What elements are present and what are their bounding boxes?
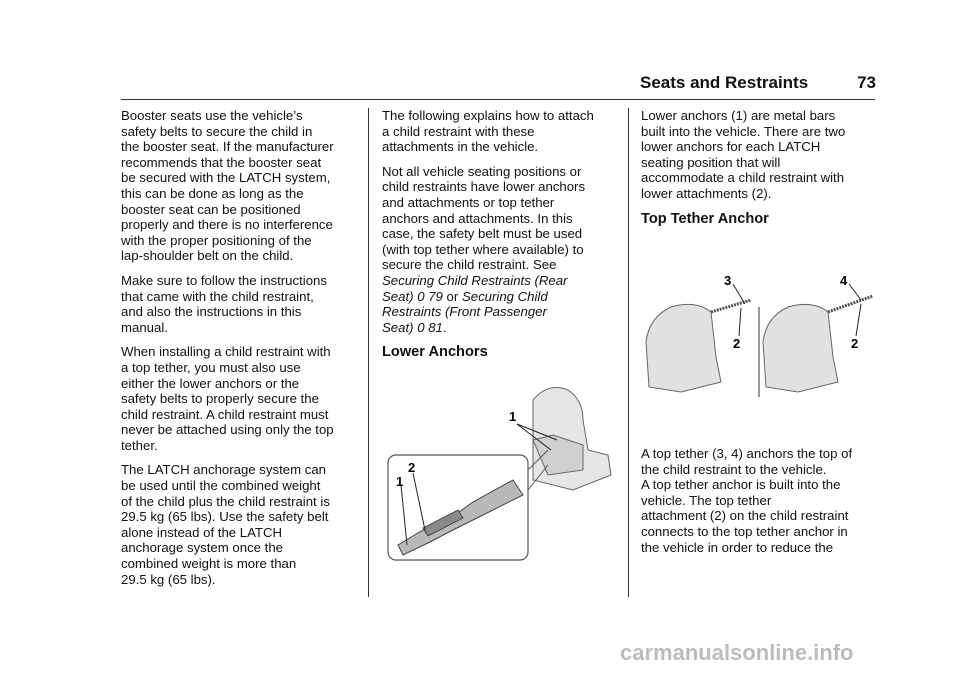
paragraph: The following explains how to attach a child restraint with these attachments in the vehicle.	[382, 108, 594, 155]
paragraph: The LATCH anchorage system can be used until the combined weight of the child plus the child restraint is 29.5 kg (65 lbs). Use the safety belt alone instead of the LATCH anchorage system once the combined weight is more than 29.5 kg (65 lbs).	[121, 462, 330, 587]
paragraph: Lower anchors (1) are metal bars built into the vehicle. There are two lower anchors for each LATCH seating position that will accommodate a child restraint with lower attachments (2).	[641, 108, 846, 201]
section-heading: Lower Anchors	[382, 344, 488, 361]
section-title: Seats and Restraints	[640, 73, 809, 92]
figure-label: 1	[396, 474, 404, 489]
figure-label: 2	[851, 336, 859, 351]
cross-reference-link[interactable]: Securing Child Restraints (Rear Seat)	[382, 272, 568, 304]
paragraph: When installing a child restraint with a top tether, you must also use either the lower anchors or the safety belts to properly secure the child restraint. A child restraint must never be attached using only the top tether.	[121, 344, 334, 453]
watermark: carmanualsonline.info	[620, 640, 854, 665]
figure-label: 2	[408, 460, 416, 475]
paragraph-text: Not all vehicle seating positions or child restraints have lower anchors and attachments or top tether anchors and attachments. In this case, the safety belt must be used (with top tether where available) to secure the child restraint. See	[382, 163, 586, 273]
paragraph: Booster seats use the vehicle’s safety belts to secure the child in the booster seat. If the manufacturer recommends that the booster seat be secured with the LATCH system, this can be done as long as the booster seat can be positioned properly and there is no interference with the proper positioning of the lap-shoulder belt on the child.	[121, 108, 334, 264]
paragraph: Make sure to follow the instructions that came with the child restraint, and also the instructions in this manual.	[121, 272, 327, 335]
column-divider	[368, 108, 369, 597]
section-heading: Top Tether Anchor	[641, 210, 769, 227]
column-1	[121, 108, 356, 596]
page-number: 73	[857, 73, 876, 92]
page-reference[interactable]: 0 79	[413, 288, 443, 304]
lower-anchors-illustration	[383, 380, 618, 565]
cross-reference-link[interactable]: Securing Child Restraints (Front Passenger Seat)	[382, 288, 548, 335]
header-rule	[121, 99, 875, 100]
column-3-continued	[641, 446, 881, 555]
figure-label: 3	[724, 273, 732, 288]
page-reference[interactable]: 0 81	[413, 319, 443, 335]
figure-label: 1	[509, 409, 517, 424]
figure-label: 4	[840, 273, 848, 288]
column-3	[641, 108, 881, 239]
column-2	[382, 108, 617, 373]
paragraph: A top tether anchor is built into the vehicle. The top tether attachment (2) on the child restraint connects to the top tether anchor in the vehicle in order to reduce the	[641, 477, 849, 555]
paragraph-text: or	[442, 288, 462, 304]
paragraph-text: .	[442, 319, 447, 335]
paragraph	[382, 164, 617, 336]
top-tether-illustration	[641, 272, 881, 402]
column-divider	[628, 108, 629, 597]
page-header	[640, 73, 876, 93]
paragraph: A top tether (3, 4) anchors the top of the child restraint to the vehicle.	[641, 446, 853, 477]
figure-label: 2	[733, 336, 741, 351]
